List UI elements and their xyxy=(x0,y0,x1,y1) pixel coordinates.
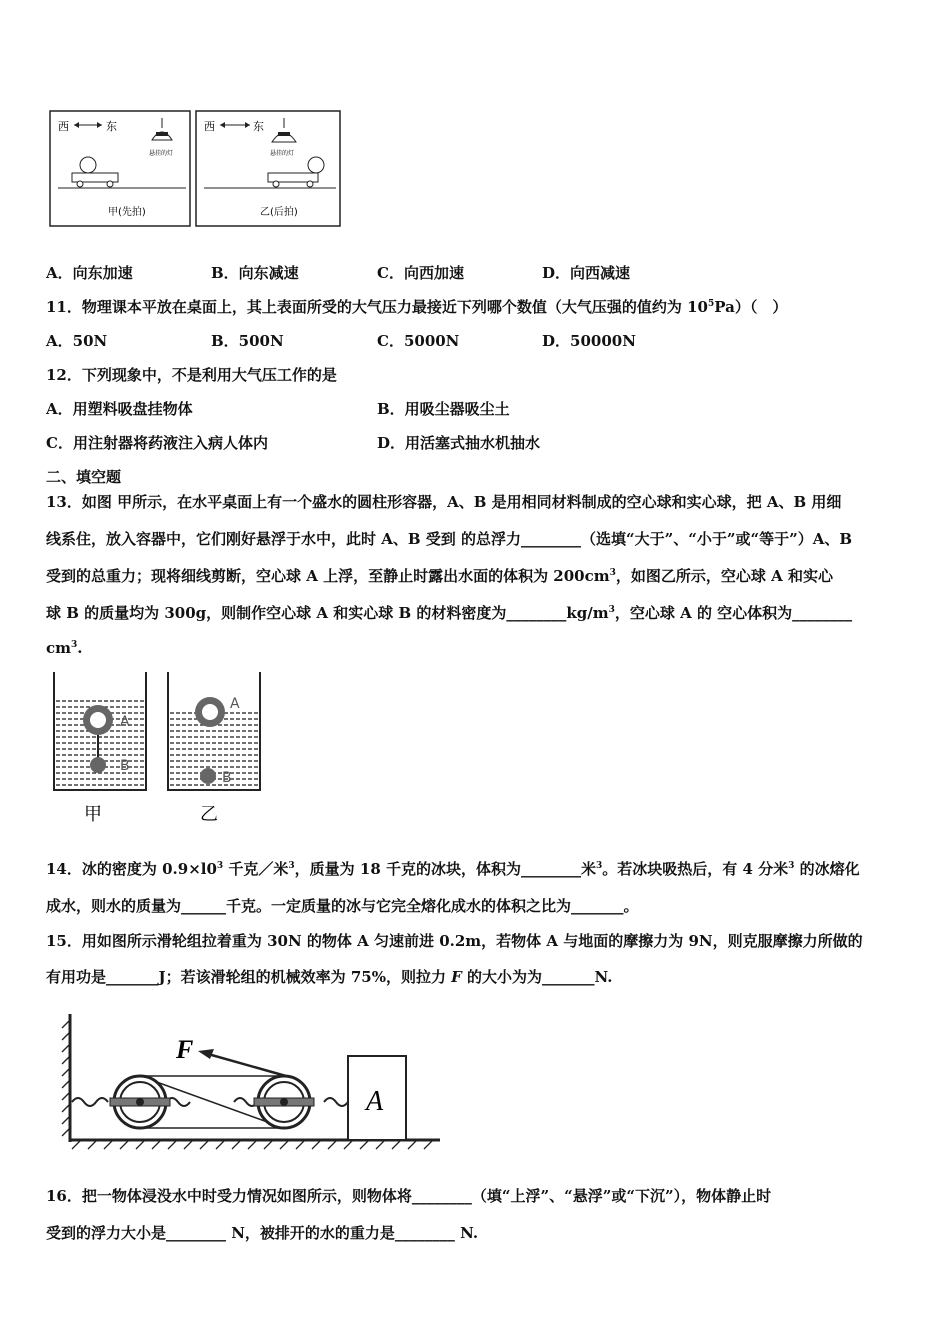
q10-right-dir: 西 xyxy=(204,120,215,133)
q12-option-b: B．用吸尘器吸尘土 xyxy=(377,400,510,418)
q14-line-1e: 的冰熔化 xyxy=(794,860,860,878)
q13-figure xyxy=(50,668,270,828)
q15-line-2 xyxy=(46,966,613,987)
q13-fig-caption-1: 甲 xyxy=(84,804,102,825)
q13-line-3-sup: 3 xyxy=(609,568,616,578)
q14-line-1c: ，质量为 18 千克的冰块，体积为________米 xyxy=(294,860,596,878)
q14-line-1b: 千克／米 xyxy=(223,860,289,878)
q10-right-lamp: 悬挂的灯 xyxy=(270,150,295,157)
q10-left-caption: 甲(先拍) xyxy=(108,207,146,218)
q10-left-lamp: 悬挂的灯 xyxy=(149,150,174,157)
q13-fig-label-b2: B xyxy=(222,770,232,786)
q10-option-c: C．向西加速 xyxy=(377,264,464,282)
q13-line-4a: 球 B 的质量均为 300g，则制作空心球 A 和实心球 B 的材料密度为________kg/m xyxy=(46,604,609,622)
q15-force-label: F xyxy=(176,1035,194,1064)
q10-left-dir: 西 xyxy=(58,120,69,133)
q11-stem-b: Pa）（ ） xyxy=(714,298,788,316)
q14-line-1-sup4: 3 xyxy=(788,861,795,871)
section-heading: 二、填空题 xyxy=(46,468,122,486)
q12-stem: 12．下列现象中，不是利用大气压工作的是 xyxy=(46,366,337,384)
q13-line-3 xyxy=(46,565,833,586)
q14-line-1-sup3: 3 xyxy=(596,861,603,871)
q15-line-2a: 有用功是_______J；若该滑轮组的机械效率为 75%，则拉力 xyxy=(46,968,452,986)
q13-line-1: 13．如图 甲所示，在水平桌面上有一个盛水的圆柱形容器，A、B 是用相同材料制成的空心球和实心球，把 A、B 用细 xyxy=(46,493,842,511)
q13-line-2: 线系住，放入容器中，它们刚好悬浮于水中，此时 A、B 受到 的总浮力________（选填“大于”、“小于”或“等于”）A、B xyxy=(46,530,853,548)
q12-option-a: A．用塑料吸盘挂物体 xyxy=(46,400,193,418)
q11-option-d: D．50000N xyxy=(542,332,636,350)
q13-fig-label-a2: A xyxy=(230,696,240,712)
q15-pulley-figure xyxy=(58,1010,448,1150)
q12-option-d: D．用活塞式抽水机抽水 xyxy=(377,434,541,452)
q13-line-3a: 受到的总重力；现将细线剪断，空心球 A 上浮，至静止时露出水面的体积为 200cm xyxy=(46,567,610,585)
q10-option-a: A．向东加速 xyxy=(46,264,133,282)
q13-fig-label-b1: B xyxy=(120,758,130,774)
q15-line-2-f: F xyxy=(451,968,462,986)
q11-stem-a: 11．物理课本平放在桌面上，其上表面所受的大气压力最接近下列哪个数值（大气压强的值约为 10 xyxy=(46,298,708,316)
q13-line-5a: cm xyxy=(46,639,72,657)
q11-stem xyxy=(46,296,787,317)
q16-line-1: 16．把一物体浸没水中时受力情况如图所示，则物体将________（填“上浮”、“悬浮”或“下沉”），物体静止时 xyxy=(46,1187,772,1205)
q11-option-c: C．5000N xyxy=(377,332,460,350)
q13-fig-label-a1: A xyxy=(120,714,130,730)
q13-line-4 xyxy=(46,602,852,623)
q11-option-b: B．500N xyxy=(211,332,284,350)
q13-line-3b: ，如图乙所示，空心球 A 和实心 xyxy=(615,567,833,585)
q15-line-2b: 的大小为为_______N. xyxy=(461,968,613,986)
q16-line-2: 受到的浮力大小是________ N，被排开的水的重力是________ N. xyxy=(46,1224,479,1242)
q11-stem-sup: 5 xyxy=(707,299,715,309)
q14-line-1-sup2: 3 xyxy=(288,861,295,871)
q13-line-4b: ，空心球 A 的 空心体积为________ xyxy=(614,604,853,622)
q15-line-1: 15．用如图所示滑轮组拉着重为 30N 的物体 A 匀速前进 0.2m，若物体 A 与地面的摩擦力为 9N，则克服摩擦力所做的 xyxy=(46,932,863,950)
q15-block-label: A xyxy=(366,1086,384,1117)
q14-line-1 xyxy=(46,858,860,879)
q13-line-5-sup: 3 xyxy=(71,640,78,650)
q14-line-2: 成水，则水的质量为______千克。一定质量的冰与它完全熔化成水的体积之比为_______。 xyxy=(46,897,639,915)
q14-line-1d: 。若冰块吸热后，有 4 分米 xyxy=(602,860,789,878)
q10-option-d: D．向西减速 xyxy=(542,264,631,282)
q13-fig-caption-2: 乙 xyxy=(200,804,218,825)
q14-line-1-sup1: 3 xyxy=(216,861,224,871)
q10-right-dir-b: 东 xyxy=(253,120,264,133)
q13-line-5 xyxy=(46,639,83,657)
q10-right-caption: 乙(后拍) xyxy=(260,207,298,218)
q10-option-b: B．向东减速 xyxy=(211,264,299,282)
q10-figure xyxy=(46,108,346,230)
q13-line-5b: . xyxy=(77,639,83,657)
q12-option-c: C．用注射器将药液注入病人体内 xyxy=(46,434,268,452)
q11-option-a: A．50N xyxy=(46,332,108,350)
q14-line-1a: 14．冰的密度为 0.9×l0 xyxy=(46,860,217,878)
q13-line-4-sup: 3 xyxy=(608,605,615,615)
q10-left-dir-b: 东 xyxy=(106,120,117,133)
